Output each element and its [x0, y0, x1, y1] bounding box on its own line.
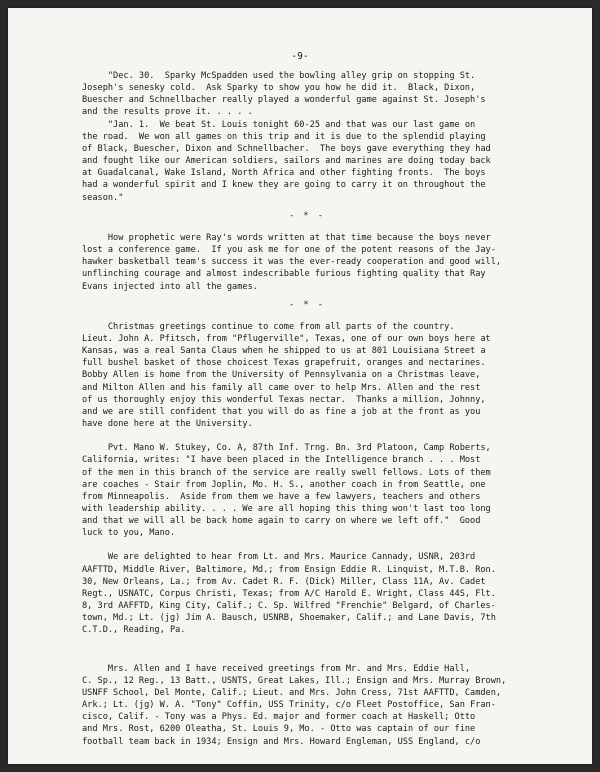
text-line: and fought like our American soldiers, sailors and marines are doing today back — [82, 156, 491, 167]
paragraph-gap — [82, 539, 532, 551]
paragraph — [82, 70, 532, 204]
text-line: C.T.D., Reading, Pa. — [82, 625, 186, 636]
text-line: Evans injected into all the games. — [82, 281, 258, 292]
paragraph — [82, 442, 532, 539]
text-line: the road. We won all games on this trip and it is due to the splendid playing — [82, 131, 486, 142]
text-line: Ark.; Lt. (jg) W. A. "Tony" Coffin, USS Trinity, c/o Fleet Postoffice, San Fran- — [82, 700, 496, 711]
text-line: of us thoroughly enjoy this wonderful Texas nectar. Thanks a million, Johnny, — [82, 394, 486, 405]
text-line: Bobby Allen is home from the University of Pennsylvania on a Christmas leave, — [82, 370, 481, 381]
text-line: full bushel basket of those choicest Texas grapefruit, oranges and nectarines. — [82, 358, 486, 369]
text-line: hawker basketball team's success it was the ever-ready cooperation and good will, — [82, 257, 502, 268]
paragraph — [82, 663, 532, 748]
text-line: town, Md.; Lt. (jg) Jim A. Bausch, USNRB, Shoemaker, Calif.; and Lane Davis, 7th — [82, 613, 496, 624]
text-line: season." — [82, 192, 124, 203]
text-line: had a wonderful spirit and I knew they are going to carry it on throughout the — [82, 180, 486, 191]
text-line: and we are still confident that you will do as fine a job at the front as you — [82, 406, 481, 417]
text-line: Mrs. Allen and I have received greetings from Mr. and Mrs. Eddie Hall, — [82, 663, 471, 674]
document-page — [8, 8, 592, 764]
text-line: USNFF School, Del Monte, Calif.; Lieut. and Mrs. John Cress, 71st AAFTTD, Camden, — [82, 687, 502, 698]
text-line: unflinching courage and almost indescribable furious fighting quality that Ray — [82, 269, 486, 280]
paragraph-gap — [82, 311, 532, 321]
letter-body — [82, 70, 532, 748]
section-separator: - * - — [289, 299, 325, 310]
text-line: are coaches - Stair from Joplin, Mo. H. S., another coach in from Seattle, one — [82, 479, 486, 490]
text-line: luck to you, Mano. — [82, 528, 176, 539]
text-line: We are delighted to hear from Lt. and Mrs. Maurice Cannady, USNR, 203rd — [82, 552, 476, 563]
text-line: lost a conference game. If you ask me for one of the potent reasons of the Jay- — [82, 245, 496, 256]
text-line: Lieut. John A. Pfitsch, from "Pflugerville", Texas, one of our own boys here at — [82, 333, 491, 344]
text-line: California, writes: "I have been placed in the Intelligence branch . . . Most — [82, 455, 481, 466]
text-line: 8, 3rd AAFFTD, King City, Calif.; C. Sp. Wilfred "Frenchie" Belgard, of Charles- — [82, 601, 496, 612]
text-line: from Minneapolis. Aside from them we have a few lawyers, teachers and others — [82, 491, 481, 502]
text-line: of Black, Buescher, Dixon and Schnellbacher. The boys gave everything they had — [82, 143, 491, 154]
page-number: -9- — [291, 51, 309, 62]
text-line: cisco, Calif. - Tony was a Phys. Ed. major and former coach at Haskell; Otto — [82, 712, 476, 723]
text-line: Pvt. Mano W. Stukey, Co. A, 87th Inf. Trng. Bn. 3rd Platoon, Camp Roberts, — [82, 443, 491, 454]
text-line: C. Sp., 12 Reg., 13 Batt., USNTS, Great Lakes, Ill.; Ensign and Mrs. Murray Brown, — [82, 675, 507, 686]
text-line: and Milton Allen and his family all came over to help Mrs. Allen and the rest — [82, 382, 481, 393]
text-line: "Dec. 30. Sparky McSpadden used the bowling alley grip on stopping St. — [82, 71, 476, 81]
paragraph-gap — [82, 430, 532, 442]
paragraph — [82, 551, 532, 636]
section-separator: - * - — [289, 210, 325, 221]
text-line: Joseph's senesky cold. Ask Sparky to show you how he did it. Black, Dixon, — [82, 83, 476, 94]
text-line: have done here at the University. — [82, 419, 253, 430]
paragraph — [82, 232, 532, 293]
text-line: of the men in this branch of the service are really swell fellows. Lots of them — [82, 467, 491, 478]
text-line: Kansas, was a real Santa Claus when he shipped to us at 801 Louisiana Street a — [82, 346, 486, 357]
paragraph — [82, 321, 532, 430]
text-line: at Guadalcanal, Wake Island, North Africa and other fighting fronts. The boys — [82, 168, 486, 179]
text-line: Christmas greetings continue to come from all parts of the country. — [82, 321, 455, 332]
text-line: and that we will all be back home again to carry on where we left off." Good — [82, 516, 481, 527]
text-line: 30, New Orleans, La.; from Av. Cadet R. F. (Dick) Miller, Class 11A, Av. Cadet — [82, 576, 486, 587]
text-line: "Jan. 1. We beat St. Louis tonight 60-25 and that was our last game on — [82, 119, 476, 130]
text-line: football team back in 1934; Ensign and Mrs. Howard Engleman, USS England, c/o — [82, 736, 481, 747]
paragraph-gap — [82, 637, 532, 663]
text-line: with leadership ability. . . . We are all hoping this thing won't last too long — [82, 504, 491, 514]
text-line: How prophetic were Ray's words written at that time because the boys never — [82, 232, 491, 243]
text-line: and the results prove it. . . . . — [82, 107, 253, 118]
text-line: Buescher and Schnellbacher really played a wonderful game against St. Joseph's — [82, 95, 486, 106]
text-line: Regt., USNATC, Corpus Christi, Texas; from A/C Harold E. Wright, Class 44S, Flt. — [82, 588, 496, 599]
text-line: AAFTTD, Middle River, Baltimore, Md.; from Ensign Eddie R. Linquist, M.T.B. Ron. — [82, 564, 496, 575]
text-line: and Mrs. Rost, 6200 Oleatha, St. Louis 9, Mo. - Otto was captain of our fine — [82, 724, 476, 735]
paragraph-gap — [82, 222, 532, 232]
